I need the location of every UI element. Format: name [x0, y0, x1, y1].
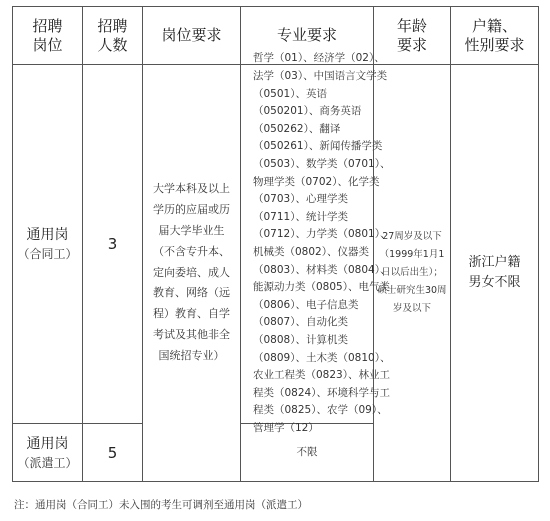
household-gender-cell: 浙江户籍 男女不限 — [468, 255, 521, 290]
header-job-requirements: 岗位要求 — [161, 26, 222, 44]
header-household: 户籍、 性别要求 — [464, 16, 525, 54]
row1-position-name: 通用岗 — [26, 227, 69, 243]
header-position: 招聘 岗位 — [32, 16, 63, 54]
age-requirements-cell: 27周岁及以下 （1999年1月1 日以后出生）； 硕士研究生30周 岁及以下 — [377, 231, 447, 314]
row2-position-name: 通用岗 — [26, 435, 69, 452]
row1-count: 3 — [107, 235, 118, 253]
header-major-requirements: 专业要求 — [276, 26, 337, 44]
row2-position-type: （派遣工） — [17, 455, 78, 470]
header-count: 招聘 人数 — [97, 16, 128, 54]
row2-position — [13, 424, 82, 481]
row2-count: 5 — [107, 443, 118, 462]
header-age: 年龄 要求 — [396, 16, 427, 54]
row1-position-type: （合同工） — [17, 247, 78, 261]
row1-position — [13, 65, 82, 423]
footnote: 注：通用岗（合同工）未入围的考生可调剂至通用岗（派遣工） — [14, 499, 308, 511]
row2-major-requirements: 不限 — [296, 445, 318, 458]
job-requirements-cell: 大学本科及以上 学历的应届或历 届大学毕业生 （不含专升本、 定向委培、成人 教育、网络（远 程）教育、自学 考试及其他非全 国统招专业） — [153, 182, 230, 362]
row1-major-requirements: 哲学（01）、经济学（02）、 法学（03）、中国语言文学类 （0501）、英语 （050201）、商务英语 （050262）、翻译 （050261）、新闻传播学类 （0503）、数学类（0701）、 物理学类（0702）、化学类 （0703）、心理学类 （0711）、统计学类 （0712）、力学类（0801）、 机械类（0802）、仪器类 （0803）、材料类（0804）、 能源动力类（0805）、电气类 （0806）、电子信息类 （0807）、自动化类 （0808）、计算机类 （0809）、土木类（0810）、 农业工程类（0823）、林业工 程类（0824）、环境科学与工 程类（0825）、农学（09）、 管理学（12） — [253, 52, 391, 434]
